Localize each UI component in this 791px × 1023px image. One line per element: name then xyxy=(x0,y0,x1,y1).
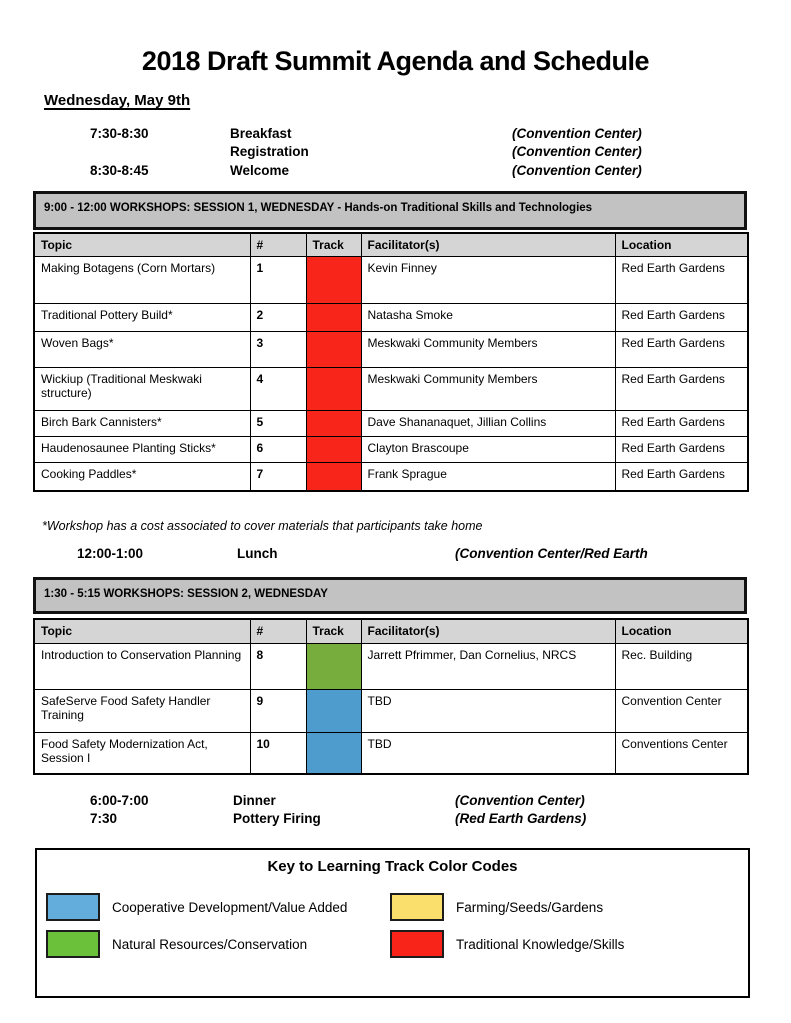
table-header-row xyxy=(34,233,748,257)
workshop-row xyxy=(34,643,748,689)
number-cell: 1 xyxy=(250,257,306,304)
location-cell: Red Earth Gardens xyxy=(615,411,748,437)
track-color-cell xyxy=(306,689,361,732)
session2-banner-text: 1:30 - 5:15 WORKSHOPS: SESSION 2, WEDNESDAY xyxy=(44,588,328,600)
location-cell: Red Earth Gardens xyxy=(615,257,748,304)
track-color-cell xyxy=(306,437,361,463)
number-cell: 8 xyxy=(250,643,306,689)
workshop-row xyxy=(34,411,748,437)
facilitators-cell: Jarrett Pfrimmer, Dan Cornelius, NRCS xyxy=(361,643,615,689)
workshop-row xyxy=(34,368,748,411)
column-header-facilitators: Facilitator(s) xyxy=(361,619,615,643)
legend-entry xyxy=(46,893,347,921)
schedule-time: 8:30-8:45 xyxy=(90,163,149,178)
number-cell: 10 xyxy=(250,732,306,774)
topic-cell: Cooking Paddles* xyxy=(34,463,250,491)
column-header-facilitators: Facilitator(s) xyxy=(361,233,615,257)
facilitators-cell: Natasha Smoke xyxy=(361,304,615,332)
topic-cell: Birch Bark Cannisters* xyxy=(34,411,250,437)
track-color-cell xyxy=(306,368,361,411)
topic-cell: Wickiup (Traditional Meskwaki structure) xyxy=(34,368,250,411)
location-cell: Red Earth Gardens xyxy=(615,437,748,463)
legend-entry xyxy=(390,930,624,958)
location-cell: Rec. Building xyxy=(615,643,748,689)
location-cell: Red Earth Gardens xyxy=(615,304,748,332)
track-color-cell xyxy=(306,643,361,689)
schedule-line xyxy=(0,126,791,144)
schedule-time: 7:30-8:30 xyxy=(90,126,149,141)
facilitators-cell: Kevin Finney xyxy=(361,257,615,304)
legend-label: Farming/Seeds/Gardens xyxy=(456,899,604,915)
column-header-location: Location xyxy=(615,619,748,643)
session1-table xyxy=(33,232,749,492)
number-cell: 4 xyxy=(250,368,306,411)
topic-cell: Introduction to Conservation Planning xyxy=(34,643,250,689)
column-header-track: Track xyxy=(306,619,361,643)
schedule-activity: Welcome xyxy=(230,163,290,178)
number-cell: 3 xyxy=(250,332,306,368)
workshop-row xyxy=(34,332,748,368)
column-header-topic: Topic xyxy=(34,619,250,643)
track-color-cell xyxy=(306,257,361,304)
session2-table xyxy=(33,618,749,775)
lunch-line xyxy=(0,546,791,564)
workshop-row xyxy=(34,689,748,732)
number-cell: 2 xyxy=(250,304,306,332)
track-color-cell xyxy=(306,732,361,774)
legend-swatch-red xyxy=(390,930,444,958)
schedule-time: 6:00-7:00 xyxy=(90,793,149,808)
date-heading: Wednesday, May 9th xyxy=(44,92,191,109)
schedule-activity: Lunch xyxy=(237,546,278,561)
legend-swatch-blue xyxy=(46,893,100,921)
number-cell: 9 xyxy=(250,689,306,732)
number-cell: 6 xyxy=(250,437,306,463)
schedule-time: 7:30 xyxy=(90,811,118,826)
page-title: 2018 Draft Summit Agenda and Schedule xyxy=(141,46,650,76)
workshop-row xyxy=(34,304,748,332)
legend-label: Natural Resources/Conservation xyxy=(112,936,308,952)
legend-label: Cooperative Development/Value Added xyxy=(112,899,348,915)
schedule-location: (Convention Center) xyxy=(455,793,585,808)
schedule-time: 12:00-1:00 xyxy=(77,546,144,561)
facilitators-cell: Clayton Brascoupe xyxy=(361,437,615,463)
schedule-line xyxy=(0,144,791,162)
track-color-cell xyxy=(306,463,361,491)
schedule-activity: Registration xyxy=(230,144,309,159)
session1-banner xyxy=(33,191,747,230)
workshop-row xyxy=(34,463,748,491)
schedule-location: (Red Earth Gardens) xyxy=(455,811,587,826)
facilitators-cell: Meskwaki Community Members xyxy=(361,368,615,411)
location-cell: Conventions Center xyxy=(615,732,748,774)
column-header-location: Location xyxy=(615,233,748,257)
facilitators-cell: TBD xyxy=(361,689,615,732)
track-color-cell xyxy=(306,332,361,368)
column-header-number: # xyxy=(250,233,306,257)
workshop-cost-footnote: *Workshop has a cost associated to cover materials that participants take home xyxy=(42,519,483,533)
number-cell: 5 xyxy=(250,411,306,437)
topic-cell: Food Safety Modernization Act, Session I xyxy=(34,732,250,774)
schedule-line xyxy=(0,163,791,181)
workshop-row xyxy=(34,732,748,774)
color-key-title: Key to Learning Track Color Codes xyxy=(267,858,518,875)
schedule-activity: Dinner xyxy=(233,793,276,808)
facilitators-cell: Frank Sprague xyxy=(361,463,615,491)
legend-label: Traditional Knowledge/Skills xyxy=(456,936,625,952)
location-cell: Red Earth Gardens xyxy=(615,368,748,411)
table-header-row xyxy=(34,619,748,643)
topic-cell: SafeServe Food Safety Handler Training xyxy=(34,689,250,732)
topic-cell: Making Botagens (Corn Mortars) xyxy=(34,257,250,304)
schedule-location: (Convention Center) xyxy=(512,163,642,178)
track-color-cell xyxy=(306,411,361,437)
column-header-topic: Topic xyxy=(34,233,250,257)
workshop-row xyxy=(34,257,748,304)
schedule-location: (Convention Center) xyxy=(512,144,642,159)
legend-swatch-yellow xyxy=(390,893,444,921)
track-color-cell xyxy=(306,304,361,332)
workshop-row xyxy=(34,437,748,463)
schedule-line xyxy=(0,793,791,811)
number-cell: 7 xyxy=(250,463,306,491)
column-header-track: Track xyxy=(306,233,361,257)
facilitators-cell: TBD xyxy=(361,732,615,774)
schedule-location: (Convention Center/Red Earth xyxy=(455,546,648,561)
facilitators-cell: Meskwaki Community Members xyxy=(361,332,615,368)
legend-entry xyxy=(46,930,307,958)
facilitators-cell: Dave Shananaquet, Jillian Collins xyxy=(361,411,615,437)
location-cell: Red Earth Gardens xyxy=(615,463,748,491)
column-header-number: # xyxy=(250,619,306,643)
legend-entry xyxy=(390,893,603,921)
schedule-location: (Convention Center) xyxy=(512,126,642,141)
location-cell: Convention Center xyxy=(615,689,748,732)
topic-cell: Haudenosaunee Planting Sticks* xyxy=(34,437,250,463)
color-key-box xyxy=(35,848,750,998)
location-cell: Red Earth Gardens xyxy=(615,332,748,368)
topic-cell: Woven Bags* xyxy=(34,332,250,368)
session2-banner xyxy=(33,577,747,614)
legend-swatch-green xyxy=(46,930,100,958)
schedule-line xyxy=(0,811,791,829)
schedule-activity: Pottery Firing xyxy=(233,811,321,826)
session1-banner-text: 9:00 - 12:00 WORKSHOPS: SESSION 1, WEDNESDAY - Hands-on Traditional Skills and Technologies xyxy=(44,202,593,214)
topic-cell: Traditional Pottery Build* xyxy=(34,304,250,332)
schedule-activity: Breakfast xyxy=(230,126,292,141)
